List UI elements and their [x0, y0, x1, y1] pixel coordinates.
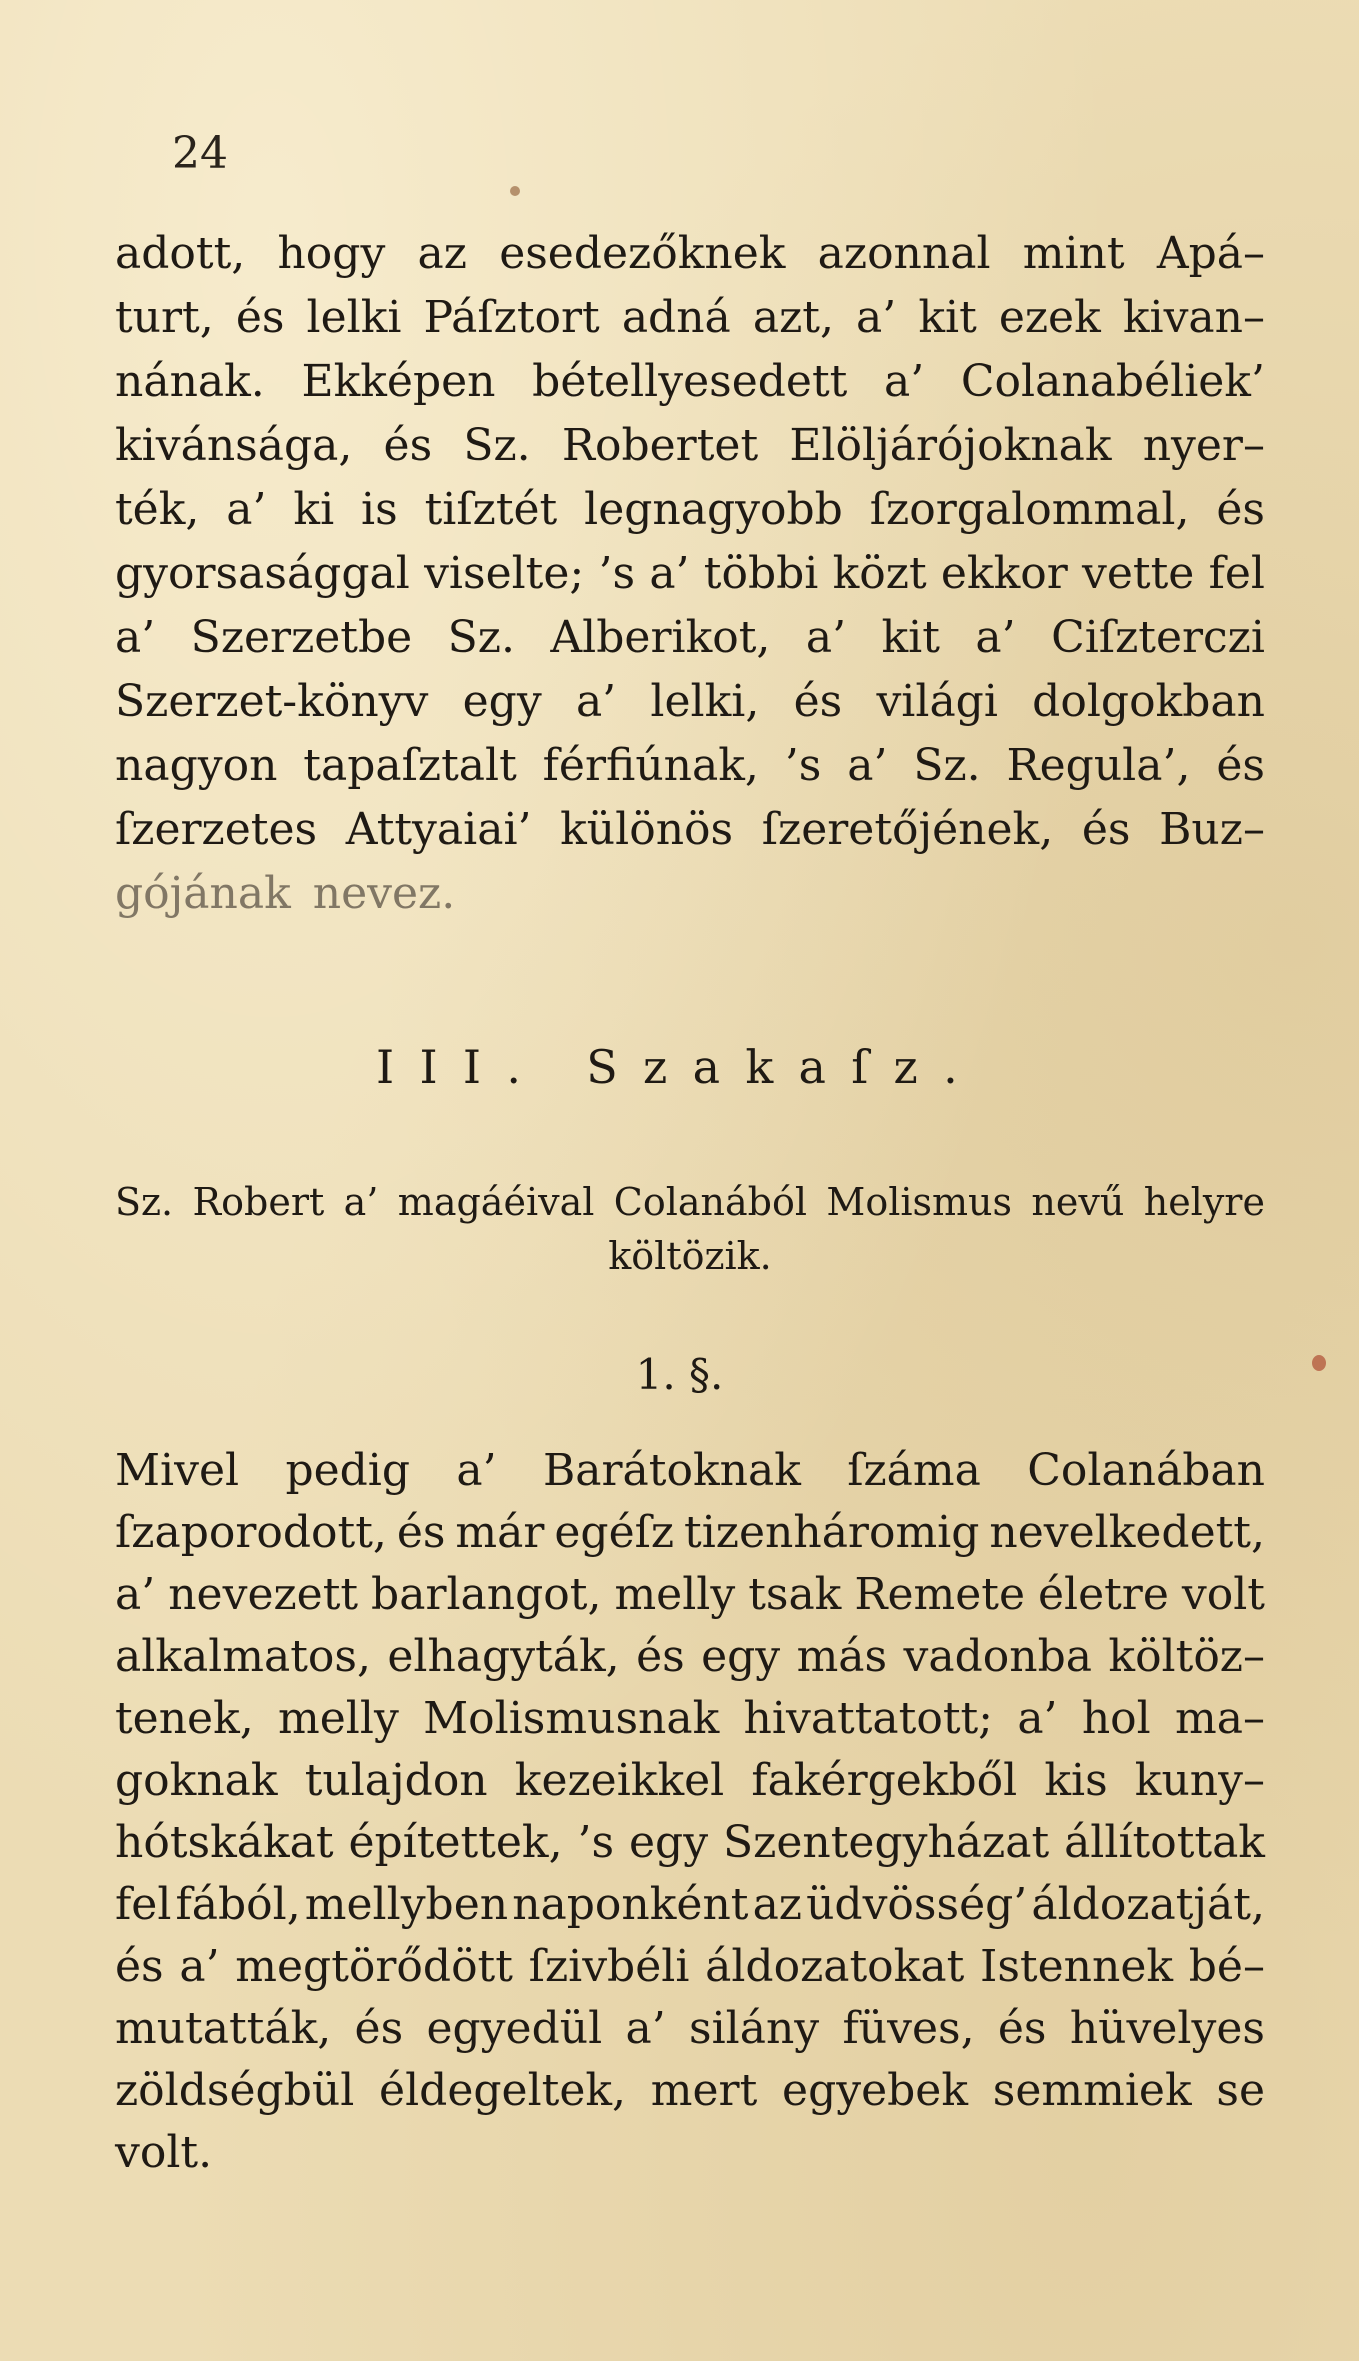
word: legnagyobb — [584, 484, 843, 535]
word: egyebek — [782, 2065, 968, 2116]
word: Istennek — [979, 1941, 1174, 1992]
paper-stain — [510, 186, 520, 196]
word: és — [383, 420, 433, 471]
text-line — [115, 350, 1265, 414]
word: hüvelyes — [1069, 2003, 1265, 2054]
word: ték, — [115, 484, 200, 535]
word: Regula’, — [1006, 740, 1191, 791]
word: helyre — [1143, 1180, 1265, 1224]
word: egy — [701, 1631, 781, 1682]
word: fel — [1208, 548, 1265, 599]
word: pedig — [285, 1445, 411, 1496]
word: egy — [629, 1817, 709, 1868]
word: nevezett — [168, 1569, 359, 1620]
word: áldozatokat — [705, 1941, 965, 1992]
word: többi — [703, 548, 819, 599]
text-line — [115, 222, 1265, 286]
word: világi — [876, 676, 998, 727]
word: a’ — [456, 1445, 497, 1496]
word: adná — [621, 292, 731, 343]
subtitle-line-2: költözik. — [608, 1234, 772, 1278]
word: lelki, — [650, 676, 760, 727]
word: kit — [881, 612, 940, 663]
text-line — [115, 1750, 1265, 1812]
word: se — [1216, 2065, 1265, 2116]
word: kivan– — [1122, 292, 1265, 343]
word: Colanából — [613, 1180, 808, 1224]
word: tulajdon — [304, 1755, 488, 1806]
word: vadonba — [903, 1631, 1092, 1682]
word: hótskákat — [115, 1817, 334, 1868]
word: költöz– — [1108, 1631, 1265, 1682]
text-line — [115, 606, 1265, 670]
word: az — [752, 1879, 802, 1930]
word: különös — [560, 804, 734, 855]
word: Barátoknak — [542, 1445, 801, 1496]
word: már — [455, 1507, 545, 1558]
word: Alberikot, — [550, 612, 771, 663]
word: azt, — [752, 292, 834, 343]
word: adott, — [115, 228, 246, 279]
word: nevez. — [312, 868, 456, 919]
word: hogy — [277, 228, 386, 279]
word: ſzivbéli — [528, 1941, 690, 1992]
word: Sz. — [115, 1180, 174, 1224]
word: Szerzet-könyv — [115, 676, 429, 727]
word: kezeikkel — [514, 1755, 725, 1806]
word: a’ — [115, 612, 156, 663]
text-line — [115, 1440, 1265, 1502]
word: ezek — [998, 292, 1101, 343]
word: üdvösség’ — [806, 1879, 1028, 1930]
paragraph-1 — [115, 222, 1265, 926]
word: és — [997, 2003, 1047, 2054]
word: közt — [832, 548, 927, 599]
word: Mivel — [115, 1445, 240, 1496]
subtitle-line-1 — [115, 1175, 1265, 1229]
word: Elöljárójoknak — [789, 420, 1112, 471]
text-line — [115, 478, 1265, 542]
word: állítottak — [1064, 1817, 1265, 1868]
text-line — [115, 1812, 1265, 1874]
word: goknak — [115, 1755, 278, 1806]
text-line — [115, 1936, 1265, 1998]
text-line — [115, 1502, 1265, 1564]
word: Szerzetbe — [190, 612, 413, 663]
word: ’s — [598, 548, 636, 599]
word: nagyon — [115, 740, 278, 791]
word: a’ — [649, 548, 690, 599]
paragraph-number: 1. §. — [635, 1350, 724, 1399]
text-line — [115, 798, 1265, 862]
word: Robert — [192, 1180, 325, 1224]
word: ki — [293, 484, 335, 535]
word: gójának — [115, 868, 291, 919]
word: építettek, — [348, 1817, 563, 1868]
word: bétellyesedett — [532, 356, 848, 407]
word: Robertet — [561, 420, 759, 471]
word: a’ — [856, 292, 897, 343]
word: és — [396, 1507, 446, 1558]
word: a’ — [1017, 1693, 1058, 1744]
word: melly — [614, 1569, 736, 1620]
word: hol — [1081, 1693, 1151, 1744]
word: turt, — [115, 292, 214, 343]
word: barlangot, — [371, 1569, 602, 1620]
word: Buz– — [1159, 804, 1265, 855]
word: ſzaporodott, — [115, 1507, 387, 1558]
paragraph-2 — [115, 1440, 1265, 2184]
word: melly — [278, 1693, 399, 1744]
word: és — [793, 676, 843, 727]
word: kuny– — [1134, 1755, 1265, 1806]
word: esedezőknek — [499, 228, 786, 279]
word: ſzáma — [847, 1445, 981, 1496]
word: férfiúnak, — [542, 740, 759, 791]
word: Ekképen — [301, 356, 496, 407]
text-line — [115, 1998, 1265, 2060]
text-line — [115, 1626, 1265, 1688]
word: a’ — [575, 676, 617, 727]
word: ’s — [784, 740, 822, 791]
word: volt. — [115, 2127, 213, 2178]
word: Colanában — [1027, 1445, 1265, 1496]
word: kis — [1044, 1755, 1108, 1806]
word: magáéival — [397, 1180, 595, 1224]
text-line — [115, 670, 1265, 734]
word: zöldségbül — [115, 2065, 355, 2116]
word: a’ — [847, 740, 888, 791]
word: és — [354, 2003, 404, 2054]
word: Ciſzterczi — [1051, 612, 1265, 663]
text-line — [115, 1688, 1265, 1750]
word: Sz. — [913, 740, 981, 791]
word: Molismus — [826, 1180, 1013, 1224]
word: azonnal — [817, 228, 991, 279]
word: a’ — [343, 1180, 379, 1224]
word: Páſztort — [423, 292, 600, 343]
word: a’ — [805, 612, 847, 663]
word: a’ — [884, 356, 925, 407]
word: megtörődött — [235, 1941, 513, 1992]
word: egyedül — [426, 2003, 603, 2054]
word: is — [361, 484, 398, 535]
word: egy — [462, 676, 542, 727]
word: és — [1216, 740, 1265, 791]
word: és — [1081, 804, 1131, 855]
word: fából, — [175, 1879, 301, 1930]
word: egéſz — [554, 1507, 675, 1558]
word: semmiek — [992, 2065, 1192, 2116]
word: életre — [1037, 1569, 1169, 1620]
word: naponként — [512, 1879, 749, 1930]
text-line — [115, 734, 1265, 798]
word: gyorsasággal — [115, 548, 410, 599]
word: az — [417, 228, 467, 279]
word: tsak — [748, 1569, 842, 1620]
word: Szentegyházat — [723, 1817, 1050, 1868]
word: nyer– — [1142, 420, 1265, 471]
word: Colanabéliek’ — [960, 356, 1265, 407]
text-line-last — [115, 862, 1265, 926]
word: más — [796, 1631, 888, 1682]
word: a’ — [625, 2003, 666, 2054]
word: mutatták, — [115, 2003, 332, 2054]
word: áldozatját, — [1031, 1879, 1265, 1930]
word: és — [636, 1631, 685, 1682]
word: tiſztét — [424, 484, 558, 535]
word: viselte; — [424, 548, 585, 599]
word: a’ — [975, 612, 1016, 663]
word: volt — [1181, 1569, 1265, 1620]
word: kivánsága, — [115, 420, 353, 471]
word: dolgokban — [1032, 676, 1265, 727]
word: bé– — [1188, 1941, 1265, 1992]
word: Attyaiai’ — [345, 804, 532, 855]
text-line — [115, 1564, 1265, 1626]
word: tizenháromig — [684, 1507, 980, 1558]
word: ma– — [1175, 1693, 1265, 1744]
word: és — [115, 1941, 164, 1992]
word: vette — [1082, 548, 1195, 599]
section-heading: III. Szakaſz. — [375, 1040, 983, 1094]
word: fakérgekből — [751, 1755, 1018, 1806]
word: ſzerzetes — [115, 804, 318, 855]
word: füves, — [842, 2003, 975, 2054]
word: és — [235, 292, 285, 343]
word: alkalmatos, — [115, 1631, 371, 1682]
word: ſzeretőjének, — [761, 804, 1054, 855]
word: nának. — [115, 356, 265, 407]
word: silány — [689, 2003, 820, 2054]
page-number: 24 — [172, 128, 228, 179]
section-subtitle — [115, 1175, 1265, 1283]
text-line — [115, 2060, 1265, 2122]
word: ekkor — [940, 548, 1068, 599]
word: kit — [918, 292, 977, 343]
word: Sz. — [463, 420, 531, 471]
word: mellyben — [304, 1879, 509, 1930]
word: Molismusnak — [423, 1693, 720, 1744]
text-line — [115, 286, 1265, 350]
word: mert — [650, 2065, 758, 2116]
text-line — [115, 1874, 1265, 1936]
word: és — [1216, 484, 1265, 535]
word: nevelkedett, — [989, 1507, 1265, 1558]
word: a’ — [115, 1569, 156, 1620]
word: Sz. — [447, 612, 515, 663]
word: éldegeltek, — [379, 2065, 627, 2116]
word: a’ — [226, 484, 267, 535]
word: mint — [1022, 228, 1125, 279]
text-line-last — [115, 2122, 1265, 2184]
word: nevű — [1031, 1180, 1125, 1224]
text-line — [115, 414, 1265, 478]
word: lelki — [306, 292, 402, 343]
word: hivattatott; — [743, 1693, 994, 1744]
word: fel — [115, 1879, 172, 1930]
word: ’s — [577, 1817, 615, 1868]
word: elhagyták, — [387, 1631, 620, 1682]
word: tenek, — [115, 1693, 254, 1744]
text-line — [115, 542, 1265, 606]
word: tapaſztalt — [303, 740, 517, 791]
word: a’ — [179, 1941, 220, 1992]
word: Apá– — [1156, 228, 1265, 279]
word: Remete — [854, 1569, 1025, 1620]
word: ſzorgalommal, — [869, 484, 1190, 535]
